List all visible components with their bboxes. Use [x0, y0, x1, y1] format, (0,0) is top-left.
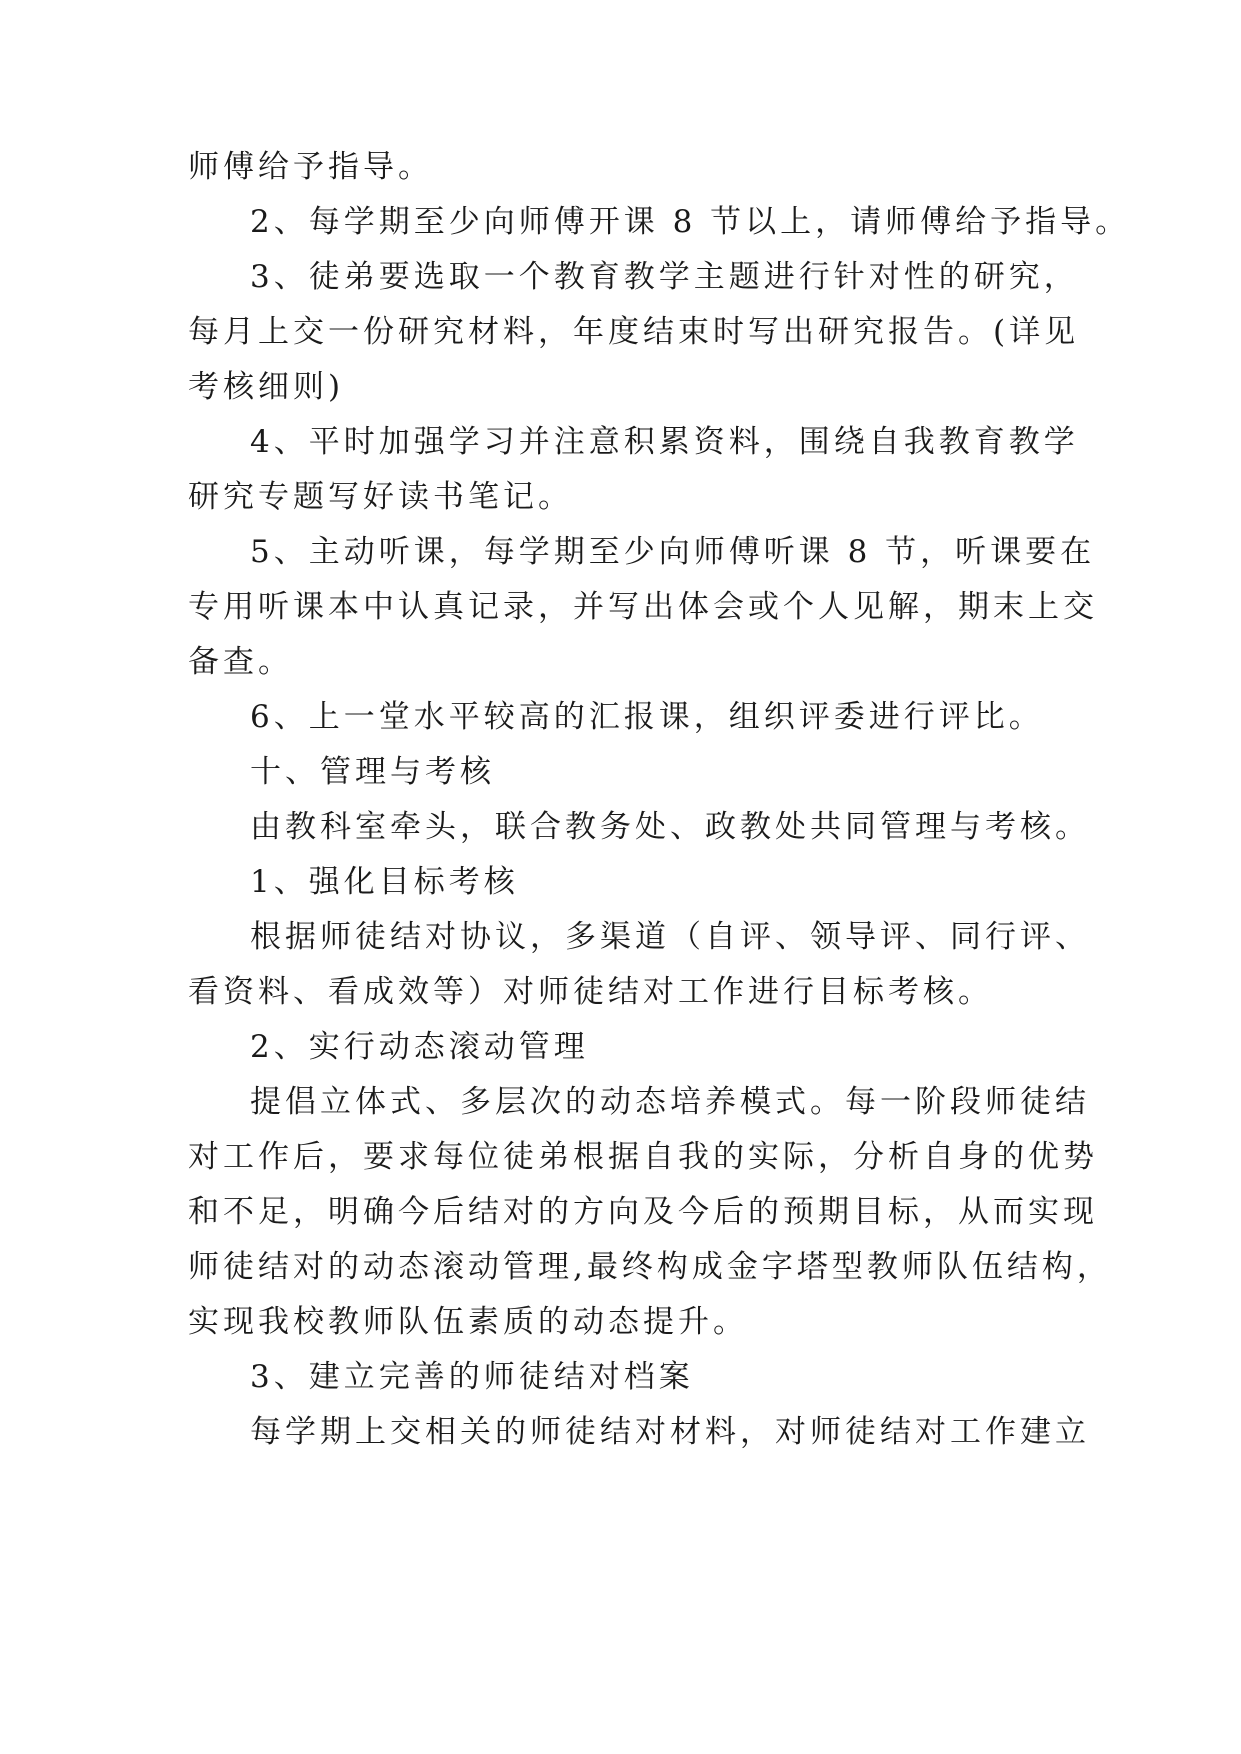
text-line: 2、每学期至少向师傅开课 8 节以上，请师傅给予指导。 — [250, 204, 1131, 240]
text-line: 根据师徒结对协议，多渠道（自评、领导评、同行评、 — [250, 919, 1090, 955]
text-line: 备查。 — [188, 644, 293, 680]
text-line: 每月上交一份研究材料，年度结束时写出研究报告。(详见 — [188, 314, 1080, 350]
subsection-heading: 1、强化目标考核 — [250, 864, 519, 900]
text-line: 实现我校教师队伍素质的动态提升。 — [188, 1304, 748, 1340]
text-line: 师傅给予指导。 — [188, 149, 433, 185]
text-line: 由教科室牵头，联合教务处、政教处共同管理与考核。 — [250, 809, 1090, 845]
text-line: 研究专题写好读书笔记。 — [188, 479, 573, 515]
section-heading: 十、管理与考核 — [250, 754, 495, 790]
text-line: 6、上一堂水平较高的汇报课，组织评委进行评比。 — [250, 699, 1044, 735]
text-line: 看资料、看成效等）对师徒结对工作进行目标考核。 — [188, 974, 993, 1010]
text-line: 专用听课本中认真记录，并写出体会或个人见解，期末上交 — [188, 589, 1098, 625]
subsection-heading: 2、实行动态滚动管理 — [250, 1029, 589, 1065]
text-line: 和不足，明确今后结对的方向及今后的预期目标，从而实现 — [188, 1194, 1098, 1230]
text-line: 对工作后，要求每位徒弟根据自我的实际，分析自身的优势 — [188, 1139, 1098, 1175]
text-line: 5、主动听课，每学期至少向师傅听课 8 节，听课要在 — [250, 534, 1096, 570]
subsection-heading: 3、建立完善的师徒结对档案 — [250, 1359, 694, 1395]
text-line: 提倡立体式、多层次的动态培养模式。每一阶段师徒结 — [250, 1084, 1090, 1120]
text-line: 每学期上交相关的师徒结对材料，对师徒结对工作建立 — [250, 1414, 1090, 1450]
text-line: 考核细则) — [188, 369, 345, 405]
text-line: 3、徒弟要选取一个教育教学主题进行针对性的研究， — [250, 259, 1079, 295]
text-line: 4、平时加强学习并注意积累资料，围绕自我教育教学 — [250, 424, 1079, 460]
text-line: 师徒结对的动态滚动管理,最终构成金字塔型教师队伍结构， — [188, 1249, 1112, 1285]
